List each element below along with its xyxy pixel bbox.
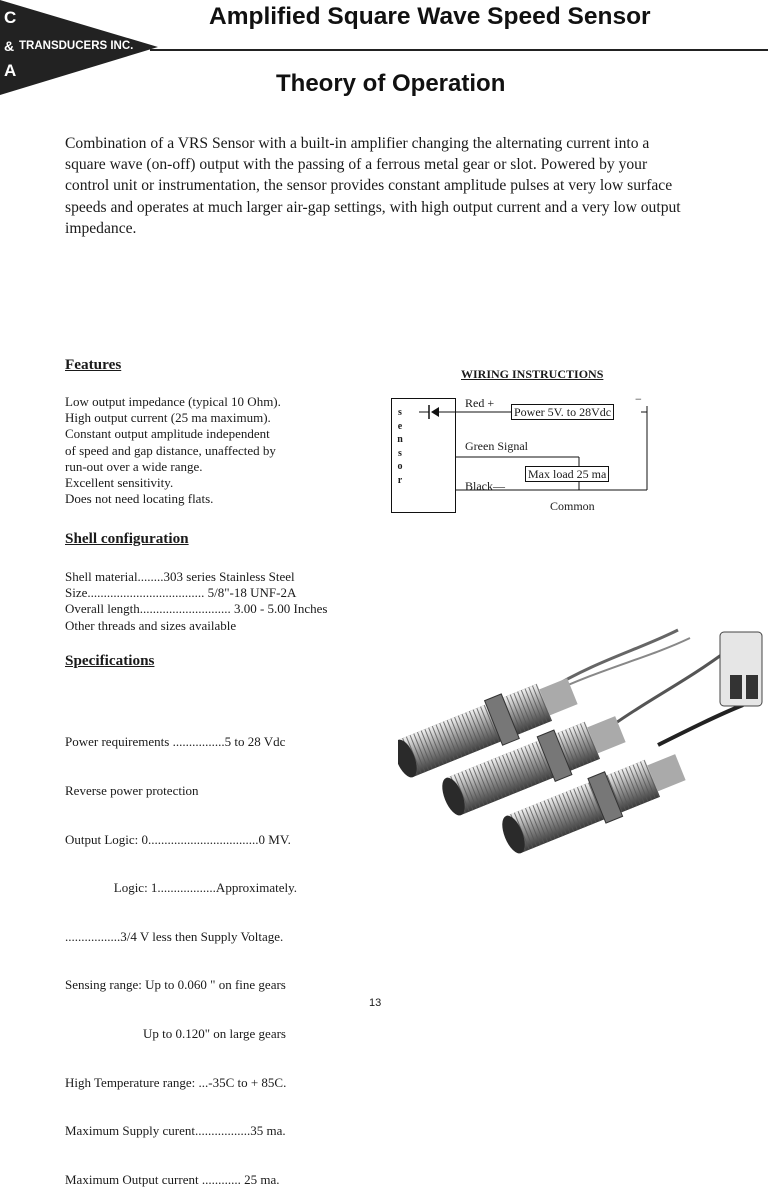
specs-heading: Specifications [65,652,155,669]
minus-label: − [635,392,642,406]
shell-line: Shell material........303 series Stainless Steel [65,569,295,584]
specs-line: Reverse power protection [65,783,199,799]
features-list [65,394,281,507]
page-number: 13 [369,997,382,1009]
wiring-title: WIRING INSTRUCTIONS [461,367,604,381]
features-line: Low output impedance (typical 10 Ohm). [65,394,281,409]
sensor-letter: e [397,420,403,432]
shell-line: Size.................................... 5/8"-18 UNF-2A [65,585,297,601]
shell-list [65,569,327,634]
specs-line: Maximum Supply curent.................35 ma. [65,1123,286,1139]
black-wire-label: Black— [465,479,505,493]
features-line: High output current (25 ma maximum). [65,410,271,426]
wiring-diagram [391,386,653,521]
specs-line: Sensing range: Up to 0.060 " on fine gears [65,977,286,993]
specs-line: Power requirements ................5 to 28 Vdc [65,734,286,750]
specs-line: Output Logic: 0..................................0 MV. [65,831,291,847]
max-load-box: Max load 25 ma [525,466,609,482]
common-label: Common [550,499,595,513]
intro-paragraph: Combination of a VRS Sensor with a built-in amplifier changing the alternating current into a square wave (on-off) output with the passing of a ferrous metal gear or slot. Powered by your control unit or instrumentation, the sensor provides constant amplitude pulses at very low surface speeds and operates at much larger air-gap settings, with high output current and a very low output impedance. [65,135,681,237]
sensor-letter: r [397,474,403,486]
document-title: Amplified Square Wave Speed Sensor [209,3,651,30]
sensor-product-photo [398,620,768,882]
specs-line: Maximum Output current ............ 25 ma. [65,1171,280,1187]
logo-company-name: TRANSDUCERS INC. [19,40,134,52]
logo-letter-a: A [4,61,17,80]
company-logo [0,0,160,95]
features-line: Constant output amplitude independent [65,426,270,442]
specs-line: Logic: 1..................Approximately. [65,880,298,896]
shell-line: Overall length............................ 3.00 - 5.00 Inches [65,601,328,617]
sensors-illustration [398,620,768,882]
features-line: Excellent sensitivity. [65,475,174,491]
features-heading: Features [65,356,122,373]
specs-line: Up to 0.120" on large gears [65,1026,286,1042]
features-line: run-out over a wide range. [65,458,203,474]
header-rule [150,49,768,51]
features-line: of speed and gap distance, unaffected by [65,442,276,458]
features-line: Does not need locating flats. [65,491,214,507]
specs-line: .................3/4 V less then Supply Voltage. [65,928,284,944]
power-box: Power 5V. to 28Vdc [511,404,614,420]
sensor-letter: o [397,461,403,472]
specs-list [65,702,297,1204]
logo-letter-c: C [4,8,17,27]
green-wire-label: Green Signal [465,439,528,453]
specs-line: High Temperature range: ...-35C to + 85C. [65,1074,287,1090]
red-wire-label: Red + [465,396,495,410]
logo-letter-amp: & [4,38,15,54]
page-subtitle: Theory of Operation [276,70,506,97]
sensor-letter: n [397,434,403,445]
sensor-letter: s [398,447,402,459]
sensor-letter: s [398,407,402,418]
shell-line: Other threads and sizes available [65,617,237,633]
sensor-vertical-label [391,406,409,487]
shell-heading: Shell configuration [65,530,189,547]
